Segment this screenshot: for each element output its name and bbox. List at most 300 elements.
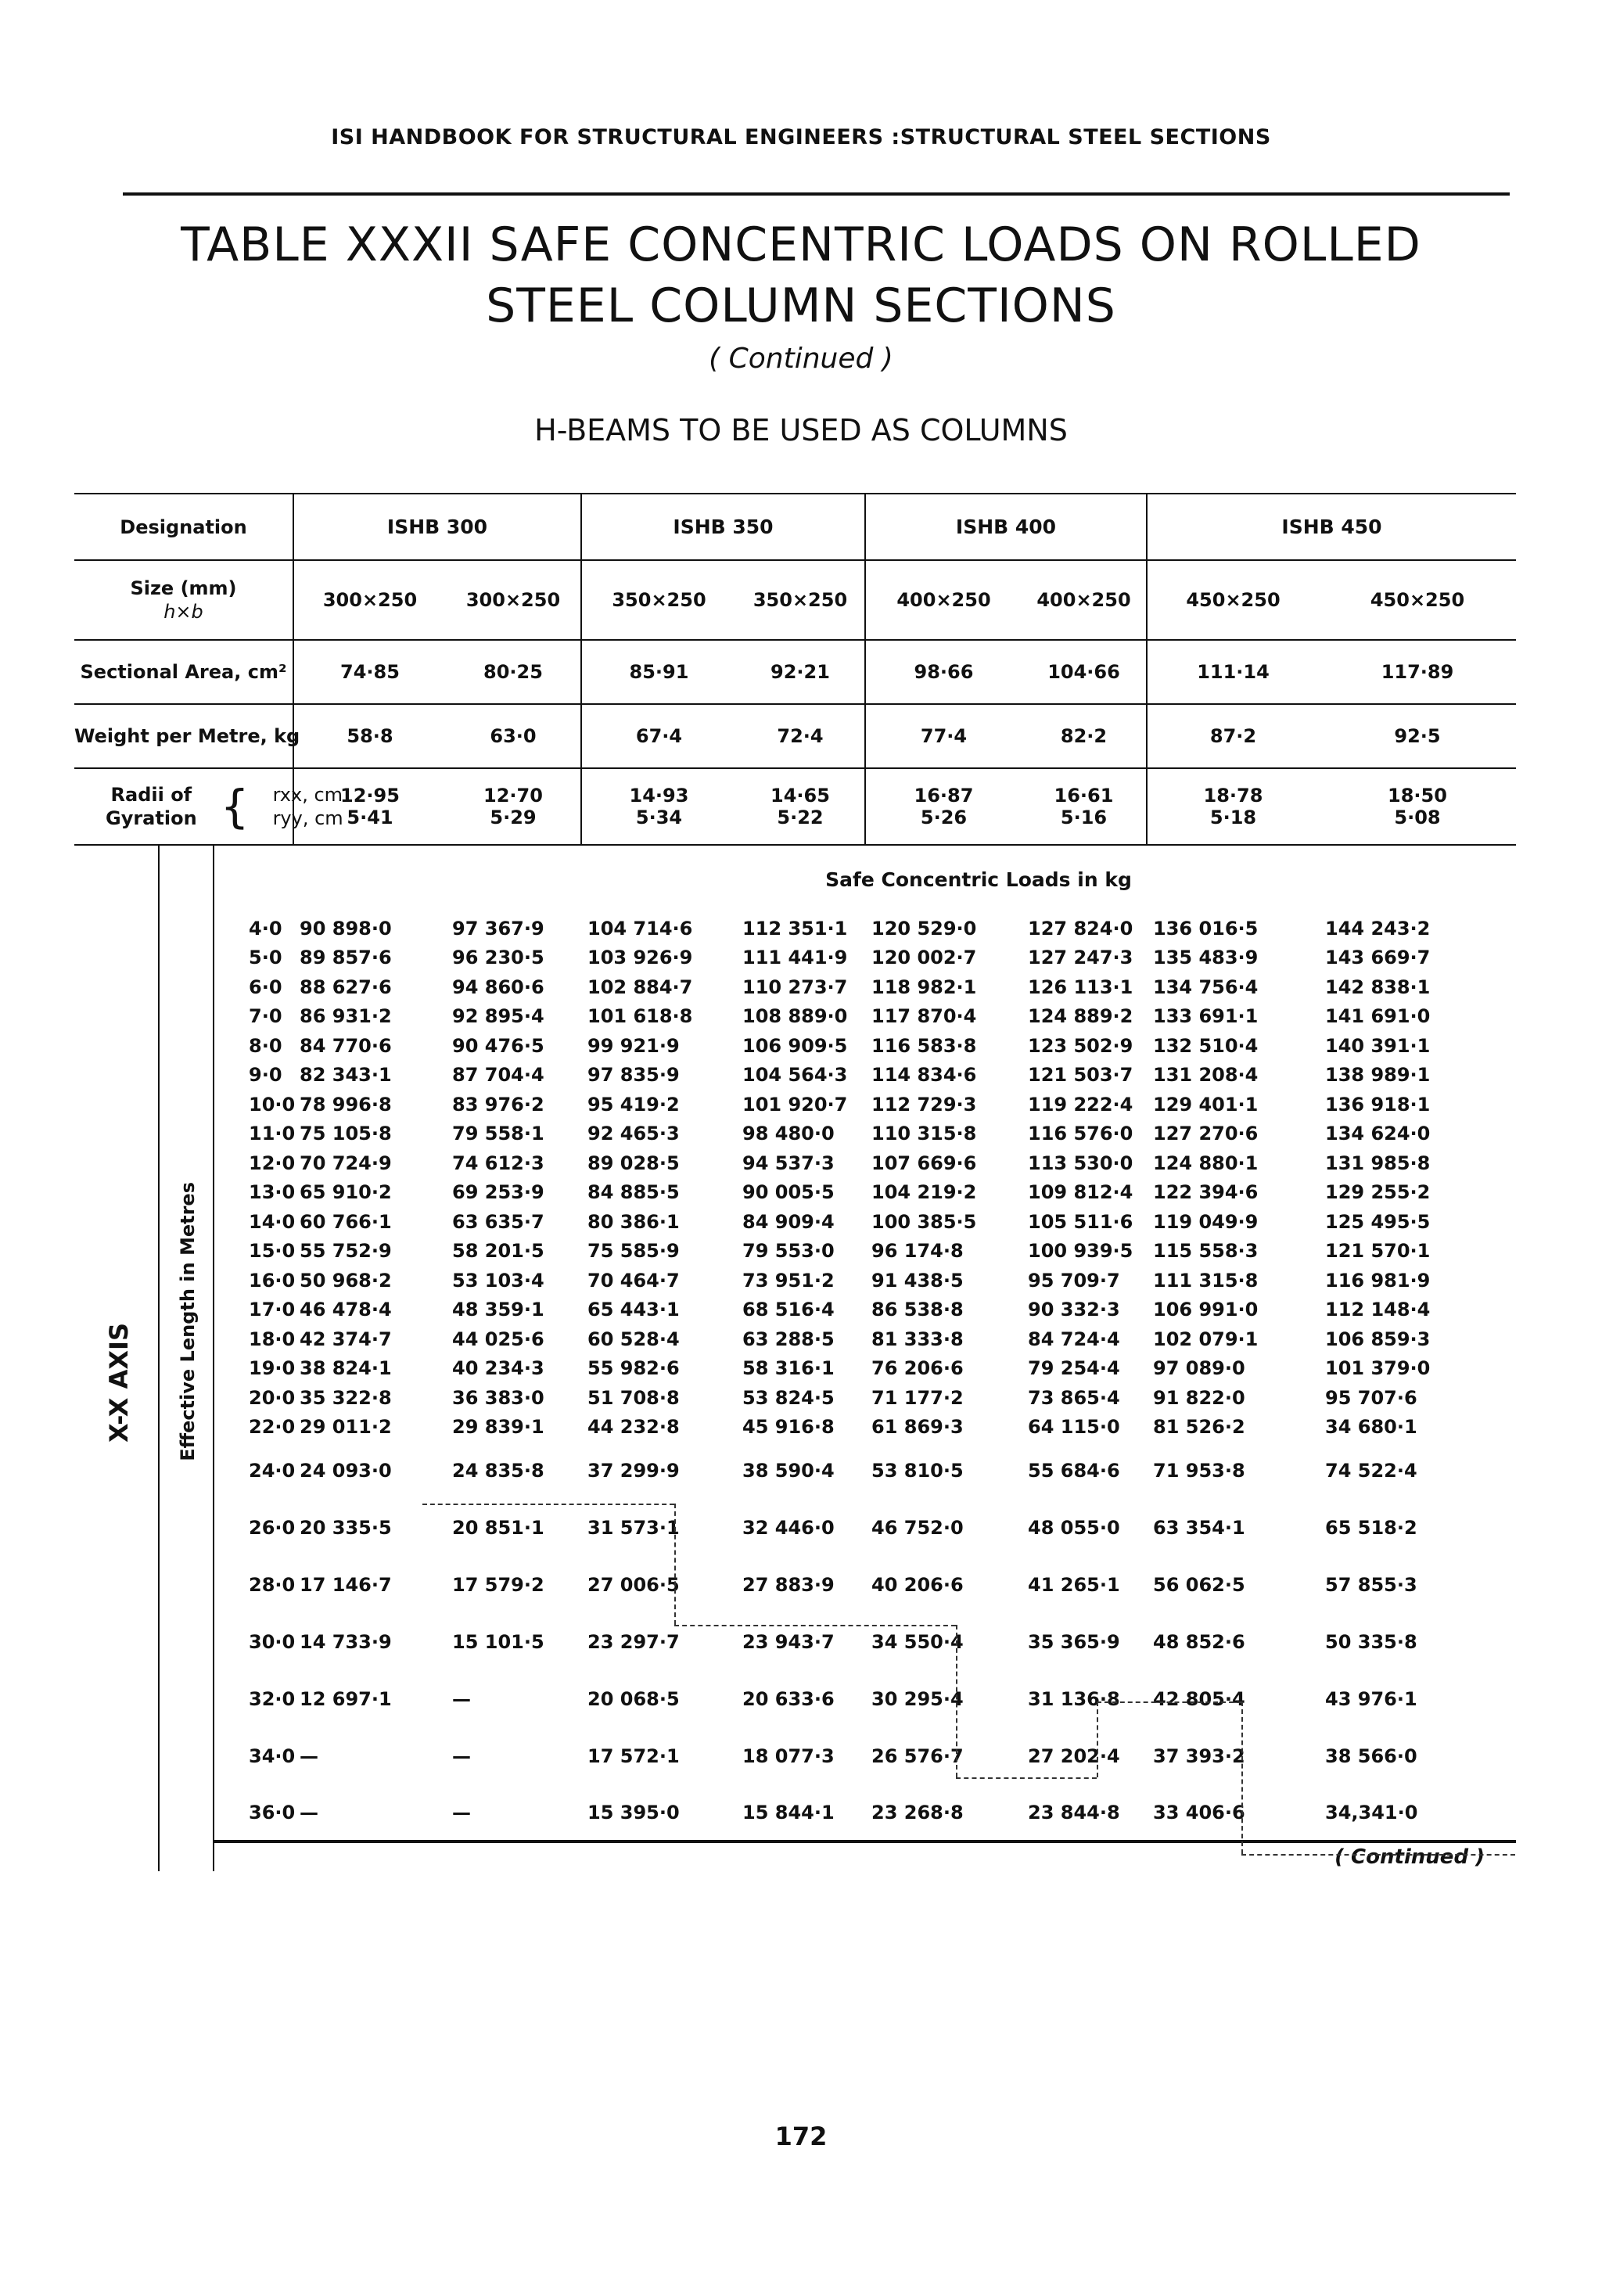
load-value-cell: 92 895·4 [452, 1005, 544, 1028]
load-value-cell: 29 011·2 [300, 1416, 392, 1439]
load-value-cell: 88 627·6 [300, 976, 392, 998]
weight-cell: 67·4 [581, 704, 736, 768]
load-value-cell: 113 530·0 [1028, 1152, 1133, 1174]
load-value-cell: 34 680·1 [1325, 1416, 1417, 1439]
size-cell: 450×250 [1147, 560, 1319, 640]
effective-length-cell: 15·0 [249, 1240, 296, 1263]
load-value-cell: 92 465·3 [587, 1123, 680, 1145]
load-value-cell: 91 822·0 [1153, 1386, 1245, 1409]
table-row [74, 1784, 1516, 1841]
load-value-cell: 15 101·5 [452, 1630, 544, 1653]
effective-length-cell: 36·0 [249, 1801, 296, 1824]
load-value-cell: 79 254·4 [1028, 1357, 1120, 1380]
effective-length-cell: 8·0 [249, 1034, 282, 1057]
load-value-cell: 23 943·7 [742, 1630, 835, 1653]
load-value-cell: 64 115·0 [1028, 1416, 1120, 1439]
table-row [74, 1499, 1516, 1556]
table-row [74, 1178, 1516, 1208]
load-value-cell: 55 752·9 [300, 1240, 392, 1263]
rxx-value: 16·61 [1054, 785, 1114, 807]
effective-length-cell: 34·0 [249, 1744, 296, 1767]
load-value-cell: 125 495·5 [1325, 1210, 1431, 1233]
load-value-cell: 42 805·4 [1153, 1687, 1245, 1710]
effective-length-cell: 9·0 [249, 1064, 282, 1087]
dashed-divider [1097, 1701, 1098, 1777]
table-row [74, 1207, 1516, 1237]
load-value-cell: 101 618·8 [587, 1005, 693, 1028]
load-value-cell: 55 684·6 [1028, 1459, 1120, 1482]
load-value-cell: 134 756·4 [1153, 976, 1259, 998]
load-value-cell: 56 062·5 [1153, 1573, 1245, 1596]
radii-cell [1147, 768, 1319, 845]
dashed-divider [956, 1625, 957, 1777]
load-value-cell: 69 253·9 [452, 1181, 544, 1204]
load-value-cell: 102 884·7 [587, 976, 693, 998]
load-value-cell: 127 247·3 [1028, 947, 1133, 969]
effective-length-cell: 20·0 [249, 1386, 296, 1409]
ryy-value: 5·34 [635, 807, 683, 828]
load-value-cell: 95 707·6 [1325, 1386, 1417, 1409]
load-value-cell: 138 989·1 [1325, 1064, 1431, 1087]
load-value-cell: 45 916·8 [742, 1416, 835, 1439]
load-value-cell: 104 219·2 [871, 1181, 977, 1204]
radii-cell [1319, 768, 1516, 845]
table-subtitle: H-BEAMS TO BE USED AS COLUMNS [534, 413, 1068, 447]
size-cell: 400×250 [1022, 560, 1147, 640]
effective-length-cell: 6·0 [249, 976, 282, 998]
load-value-cell: 43 976·1 [1325, 1687, 1417, 1710]
rxx-value: 12·70 [483, 785, 543, 807]
load-value-cell: 33 406·6 [1153, 1801, 1245, 1824]
load-value-cell: 104 564·3 [742, 1064, 848, 1087]
load-value-cell: 105 511·6 [1028, 1210, 1133, 1233]
table-row [74, 1442, 1516, 1499]
table-title-line2: STEEL COLUMN SECTIONS [486, 278, 1116, 333]
effective-length-label: Effective Length in Metres [177, 1182, 199, 1461]
load-value-cell: 17 579·2 [452, 1573, 544, 1596]
size-cell: 450×250 [1319, 560, 1516, 640]
table-row [74, 1413, 1516, 1443]
load-value-cell: 73 951·2 [742, 1269, 835, 1292]
load-value-cell: 63 288·5 [742, 1328, 835, 1350]
weight-cell: 63·0 [446, 704, 581, 768]
axis-label: X-X AXIS [104, 1323, 134, 1443]
dashed-divider [674, 1504, 676, 1625]
radii-label [74, 768, 343, 845]
load-value-cell: 20 335·5 [300, 1516, 392, 1539]
load-value-cell: 65 518·2 [1325, 1516, 1417, 1539]
effective-length-cell: 19·0 [249, 1357, 296, 1380]
radii-label-line2: Gyration [106, 807, 197, 829]
load-value-cell: 107 669·6 [871, 1152, 977, 1174]
load-value-cell: 126 113·1 [1028, 976, 1133, 998]
load-value-cell: 24 093·0 [300, 1459, 392, 1482]
load-value-cell: 104 714·6 [587, 917, 693, 940]
weight-cell: 58·8 [293, 704, 446, 768]
load-value-cell: 35 322·8 [300, 1386, 392, 1409]
table-row [74, 1324, 1516, 1354]
table-row [74, 1613, 1516, 1670]
load-value-cell: 24 835·8 [452, 1459, 544, 1482]
load-value-cell: 20 068·5 [587, 1687, 680, 1710]
load-value-cell: 15 395·0 [587, 1801, 680, 1824]
load-value-cell: 37 393·2 [1153, 1744, 1245, 1767]
table-row [74, 972, 1516, 1002]
dashed-divider [674, 1625, 956, 1626]
continued-label: ( Continued ) [709, 343, 893, 375]
load-value-cell: 122 394·6 [1153, 1181, 1259, 1204]
radii-cell [736, 768, 865, 845]
load-value-cell: 136 918·1 [1325, 1093, 1431, 1116]
load-table [74, 493, 1516, 1871]
load-value-cell: 121 570·1 [1325, 1240, 1431, 1263]
load-value-cell: 60 528·4 [587, 1328, 680, 1350]
safe-loads-heading: Safe Concentric Loads in kg [825, 868, 1132, 891]
load-value-cell: 97 835·9 [587, 1064, 680, 1087]
load-value-cell: 94 860·6 [452, 976, 544, 998]
ryy-value: 5·26 [920, 807, 968, 828]
area-cell: 74·85 [293, 640, 446, 704]
load-value-cell: 99 921·9 [587, 1034, 680, 1057]
effective-length-cell: 5·0 [249, 947, 282, 969]
load-value-cell: 90 476·5 [452, 1034, 544, 1057]
table-row [74, 1670, 1516, 1727]
load-value-cell: 84 909·4 [742, 1210, 835, 1233]
load-value-cell: 73 865·4 [1028, 1386, 1120, 1409]
load-value-cell: 101 920·7 [742, 1093, 848, 1116]
load-value-cell: 34,341·0 [1325, 1801, 1418, 1824]
load-value-cell: — [452, 1687, 471, 1710]
load-value-cell: 83 976·2 [452, 1093, 544, 1116]
load-value-cell: 68 516·4 [742, 1299, 835, 1321]
load-value-cell: 115 558·3 [1153, 1240, 1259, 1263]
load-value-cell: 133 691·1 [1153, 1005, 1259, 1028]
load-value-cell: 120 529·0 [871, 917, 977, 940]
dashed-divider [1241, 1701, 1243, 1854]
load-value-cell: 90 332·3 [1028, 1299, 1120, 1321]
load-value-cell: 17 146·7 [300, 1573, 392, 1596]
load-value-cell: 89 028·5 [587, 1152, 680, 1174]
load-value-cell: 17 572·1 [587, 1744, 680, 1767]
effective-length-label-cell [159, 845, 214, 1871]
load-value-cell: 65 910·2 [300, 1181, 392, 1204]
load-value-cell: 23 844·8 [1028, 1801, 1120, 1824]
load-value-cell: 75 585·9 [587, 1240, 680, 1263]
load-value-cell: 78 996·8 [300, 1093, 392, 1116]
ryy-value: 5·08 [1394, 807, 1441, 828]
load-value-cell: 32 446·0 [742, 1516, 835, 1539]
load-value-cell: 79 553·0 [742, 1240, 835, 1263]
load-value-cell: 111 441·9 [742, 947, 848, 969]
running-header: ISI HANDBOOK FOR STRUCTURAL ENGINEERS :STRUCTURAL STEEL SECTIONS [331, 125, 1271, 149]
load-value-cell: 144 243·2 [1325, 917, 1431, 940]
table-row [74, 1354, 1516, 1384]
load-value-cell: 132 510·4 [1153, 1034, 1259, 1057]
load-value-cell: 116 981·9 [1325, 1269, 1431, 1292]
load-value-cell: 89 857·6 [300, 947, 392, 969]
size-cell: 400×250 [865, 560, 1022, 640]
effective-length-cell: 11·0 [249, 1123, 296, 1145]
load-value-cell: 96 230·5 [452, 947, 544, 969]
load-value-cell: 79 558·1 [452, 1123, 544, 1145]
load-value-cell: 131 208·4 [1153, 1064, 1259, 1087]
page-number: 172 [774, 2122, 828, 2151]
top-rule [123, 192, 1510, 196]
load-value-cell: 38 590·4 [742, 1459, 835, 1482]
axis-label-cell [74, 845, 159, 1871]
load-value-cell: 97 089·0 [1153, 1357, 1245, 1380]
table-row [74, 1119, 1516, 1149]
load-value-cell: 53 824·5 [742, 1386, 835, 1409]
load-value-cell: 27 006·5 [587, 1573, 680, 1596]
load-value-cell: 48 359·1 [452, 1299, 544, 1321]
load-value-cell: 75 105·8 [300, 1123, 392, 1145]
table-row [74, 1383, 1516, 1413]
load-value-cell: 46 752·0 [871, 1516, 964, 1539]
load-value-cell: 60 766·1 [300, 1210, 392, 1233]
rxx-value: 16·87 [914, 785, 974, 807]
load-value-cell: 40 206·6 [871, 1573, 964, 1596]
load-value-cell: 84 724·4 [1028, 1328, 1120, 1350]
load-value-cell: 143 669·7 [1325, 947, 1431, 969]
area-cell: 117·89 [1319, 640, 1516, 704]
load-value-cell: 40 234·3 [452, 1357, 544, 1380]
designation-label: Designation [74, 494, 293, 560]
load-value-cell: — [300, 1801, 318, 1824]
load-value-cell: 50 968·2 [300, 1269, 392, 1292]
load-value-cell: 29 839·1 [452, 1416, 544, 1439]
table-row [74, 1295, 1516, 1325]
load-value-cell: 90 898·0 [300, 917, 392, 940]
weight-label: Weight per Metre, kg [74, 704, 293, 768]
effective-length-cell: 18·0 [249, 1328, 296, 1350]
load-value-cell: 58 316·1 [742, 1357, 835, 1380]
load-value-cell: — [300, 1744, 318, 1767]
rxx-label: rxx, cm [272, 784, 343, 806]
load-value-cell: 23 297·7 [587, 1630, 680, 1653]
load-value-cell: 98 480·0 [742, 1123, 835, 1145]
load-value-cell: 57 855·3 [1325, 1573, 1417, 1596]
load-value-cell: 80 386·1 [587, 1210, 680, 1233]
area-label: Sectional Area, cm² [74, 640, 293, 704]
load-value-cell: 102 079·1 [1153, 1328, 1259, 1350]
effective-length-cell: 22·0 [249, 1416, 296, 1439]
load-value-cell: 74 522·4 [1325, 1459, 1417, 1482]
load-value-cell: 94 537·3 [742, 1152, 835, 1174]
load-value-cell: 103 926·9 [587, 947, 693, 969]
load-value-cell: 123 502·9 [1028, 1034, 1133, 1057]
load-value-cell: 141 691·0 [1325, 1005, 1431, 1028]
load-value-cell: 106 991·0 [1153, 1299, 1259, 1321]
load-value-cell: 124 889·2 [1028, 1005, 1133, 1028]
rxx-value: 12·95 [340, 785, 400, 807]
radii-cell [865, 768, 1022, 845]
load-value-cell: 55 982·6 [587, 1357, 680, 1380]
area-cell: 92·21 [736, 640, 865, 704]
ryy-value: 5·22 [777, 807, 824, 828]
table-row [74, 943, 1516, 973]
load-value-cell: 74 612·3 [452, 1152, 544, 1174]
load-value-cell: 117 870·4 [871, 1005, 977, 1028]
load-value-cell: 18 077·3 [742, 1744, 835, 1767]
load-value-cell: 63 635·7 [452, 1210, 544, 1233]
load-value-cell: 101 379·0 [1325, 1357, 1431, 1380]
designation-ishb-350: ISHB 350 [581, 494, 865, 560]
dashed-divider [1241, 1854, 1515, 1856]
table-row [74, 1031, 1516, 1061]
load-value-cell: 111 315·8 [1153, 1269, 1259, 1292]
radii-cell [581, 768, 736, 845]
load-value-cell: 38 566·0 [1325, 1744, 1417, 1767]
load-value-cell: 118 982·1 [871, 976, 977, 998]
load-value-cell: 44 232·8 [587, 1416, 680, 1439]
load-value-cell: 15 844·1 [742, 1801, 835, 1824]
load-value-cell: 48 852·6 [1153, 1630, 1245, 1653]
load-value-cell: 134 624·0 [1325, 1123, 1431, 1145]
load-value-cell: 53 810·5 [871, 1459, 964, 1482]
rxx-value: 18·50 [1388, 785, 1447, 807]
load-value-cell: 119 222·4 [1028, 1093, 1133, 1116]
rxx-value: 18·78 [1203, 785, 1263, 807]
table-row [74, 1002, 1516, 1032]
load-value-cell: 35 365·9 [1028, 1630, 1120, 1653]
effective-length-cell: 26·0 [249, 1516, 296, 1539]
load-value-cell: 90 005·5 [742, 1181, 835, 1204]
load-value-cell: 131 985·8 [1325, 1152, 1431, 1174]
size-label-line1: Size (mm) [130, 577, 237, 599]
designation-ishb-400: ISHB 400 [865, 494, 1147, 560]
load-value-cell: 76 206·6 [871, 1357, 964, 1380]
load-value-cell: 121 503·7 [1028, 1064, 1133, 1087]
load-value-cell: 124 880·1 [1153, 1152, 1259, 1174]
ryy-value: 5·29 [490, 807, 537, 828]
dashed-divider [1097, 1701, 1241, 1703]
effective-length-cell: 28·0 [249, 1573, 296, 1596]
radii-cell [1022, 768, 1147, 845]
load-value-cell: 31 136·8 [1028, 1687, 1120, 1710]
effective-length-cell: 17·0 [249, 1299, 296, 1321]
load-value-cell: 116 583·8 [871, 1034, 977, 1057]
continued-row [74, 1841, 1516, 1871]
table-row [74, 1237, 1516, 1267]
size-cell: 300×250 [293, 560, 446, 640]
load-value-cell: 120 002·7 [871, 947, 977, 969]
load-value-cell: 95 419·2 [587, 1093, 680, 1116]
effective-length-cell: 30·0 [249, 1630, 296, 1653]
load-value-cell: 12 697·1 [300, 1687, 392, 1710]
load-value-cell: 136 016·5 [1153, 917, 1259, 940]
area-cell: 80·25 [446, 640, 581, 704]
brace-icon: { [220, 780, 250, 833]
effective-length-cell: 12·0 [249, 1152, 296, 1174]
load-value-cell: 110 273·7 [742, 976, 848, 998]
load-value-cell: 100 385·5 [871, 1210, 977, 1233]
ryy-value: 5·41 [347, 807, 393, 828]
continued-note: ( Continued ) [1334, 1845, 1485, 1869]
load-value-cell: — [452, 1801, 471, 1824]
load-value-cell: 84 770·6 [300, 1034, 392, 1057]
size-cell: 350×250 [581, 560, 736, 640]
effective-length-cell: 4·0 [249, 917, 282, 940]
load-value-cell: 127 824·0 [1028, 917, 1133, 940]
dashed-divider [422, 1504, 674, 1505]
load-value-cell: 20 633·6 [742, 1687, 835, 1710]
weight-cell: 92·5 [1319, 704, 1516, 768]
load-value-cell: 106 859·3 [1325, 1328, 1431, 1350]
load-value-cell: 84 885·5 [587, 1181, 680, 1204]
weight-cell: 77·4 [865, 704, 1022, 768]
load-value-cell: 106 909·5 [742, 1034, 848, 1057]
load-value-cell: 116 576·0 [1028, 1123, 1133, 1145]
load-value-cell: 127 270·6 [1153, 1123, 1259, 1145]
designation-ishb-450: ISHB 450 [1147, 494, 1516, 560]
load-value-cell: 53 103·4 [452, 1269, 544, 1292]
load-value-cell: 82 343·1 [300, 1064, 392, 1087]
effective-length-cell: 10·0 [249, 1093, 296, 1116]
load-value-cell: 87 704·4 [452, 1064, 544, 1087]
size-label [74, 560, 293, 640]
load-value-cell: — [452, 1744, 471, 1767]
load-value-cell: 42 374·7 [300, 1328, 392, 1350]
dashed-divider [956, 1777, 1097, 1779]
load-value-cell: 100 939·5 [1028, 1240, 1133, 1263]
rxx-value: 14·93 [629, 785, 689, 807]
effective-length-cell: 32·0 [249, 1687, 296, 1710]
load-value-cell: 112 148·4 [1325, 1299, 1431, 1321]
area-cell: 85·91 [581, 640, 736, 704]
rxx-value: 14·65 [770, 785, 830, 807]
load-value-cell: 58 201·5 [452, 1240, 544, 1263]
load-value-cell: 86 931·2 [300, 1005, 392, 1028]
table-title-line1: TABLE XXXII SAFE CONCENTRIC LOADS ON ROLLED [181, 217, 1421, 272]
load-value-cell: 110 315·8 [871, 1123, 977, 1145]
load-value-cell: 71 953·8 [1153, 1459, 1245, 1482]
load-value-cell: 70 724·9 [300, 1152, 392, 1174]
load-value-cell: 38 824·1 [300, 1357, 392, 1380]
area-cell: 104·66 [1022, 640, 1147, 704]
load-value-cell: 140 391·1 [1325, 1034, 1431, 1057]
load-value-cell: 14 733·9 [300, 1630, 392, 1653]
load-value-cell: 81 333·8 [871, 1328, 964, 1350]
load-value-cell: 114 834·6 [871, 1064, 977, 1087]
size-cell: 300×250 [446, 560, 581, 640]
weight-cell: 87·2 [1147, 704, 1319, 768]
radii-label-line1: Radii of [110, 784, 192, 806]
load-value-cell: 65 443·1 [587, 1299, 680, 1321]
area-cell: 111·14 [1147, 640, 1319, 704]
load-value-cell: 61 869·3 [871, 1416, 964, 1439]
load-value-cell: 70 464·7 [587, 1269, 680, 1292]
load-value-cell: 95 709·7 [1028, 1269, 1120, 1292]
load-value-cell: 50 335·8 [1325, 1630, 1417, 1653]
load-value-cell: 108 889·0 [742, 1005, 848, 1028]
table-row [74, 1090, 1516, 1119]
size-label-line2: h×b [163, 601, 203, 623]
load-value-cell: 96 174·8 [871, 1240, 964, 1263]
load-value-cell: 34 550·4 [871, 1630, 964, 1653]
load-value-cell: 27 202·4 [1028, 1744, 1120, 1767]
effective-length-cell: 14·0 [249, 1210, 296, 1233]
effective-length-cell: 13·0 [249, 1181, 296, 1204]
ryy-value: 5·18 [1209, 807, 1257, 828]
effective-length-cell: 16·0 [249, 1269, 296, 1292]
load-value-cell: 112 351·1 [742, 917, 848, 940]
load-value-cell: 30 295·4 [871, 1687, 964, 1710]
table-row [74, 1148, 1516, 1178]
load-value-cell: 142 838·1 [1325, 976, 1431, 998]
load-value-cell: 51 708·8 [587, 1386, 680, 1409]
ryy-value: 5·16 [1060, 807, 1108, 828]
